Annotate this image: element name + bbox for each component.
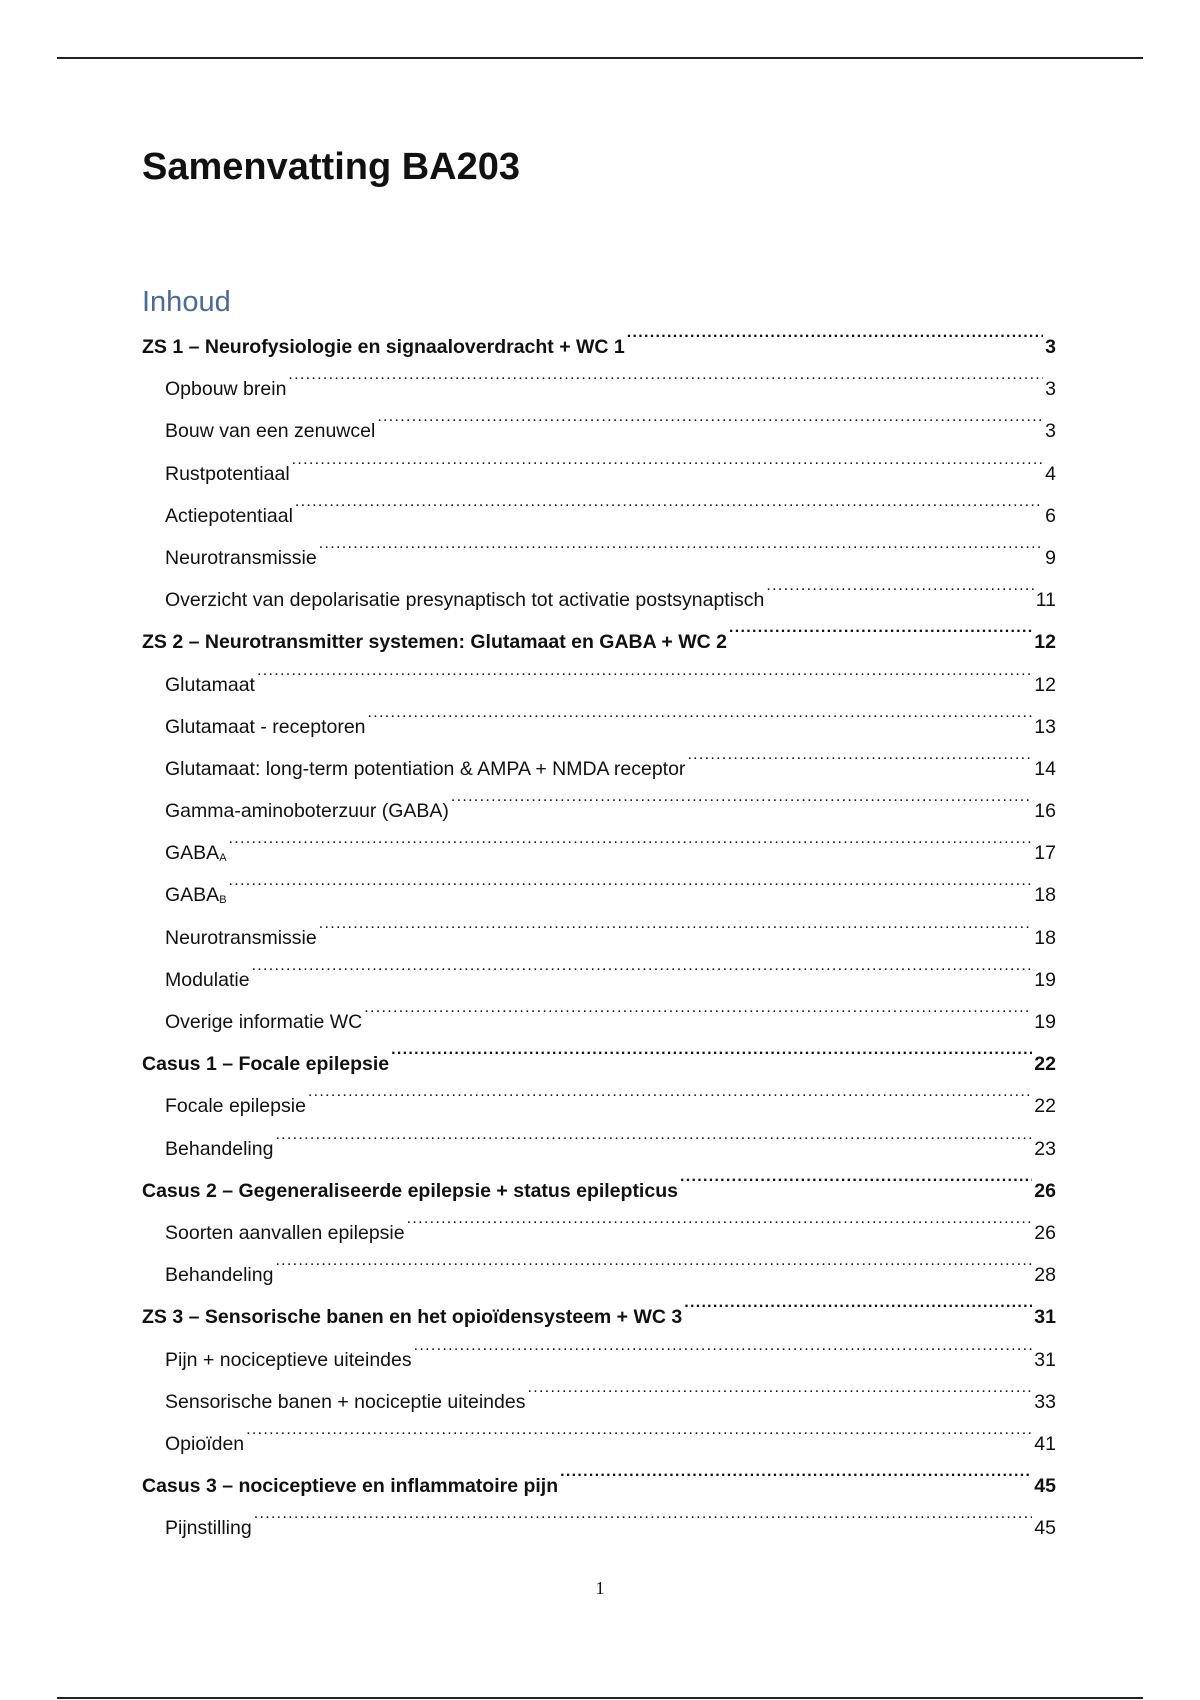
toc-entry-page: 16 [1034,800,1056,823]
toc-entry-page: 45 [1034,1475,1056,1498]
toc-entry-section[interactable] [142,495,1056,537]
toc-entry-page: 12 [1034,673,1056,696]
toc-entry-section[interactable] [142,410,1056,452]
toc-dot-leader [407,1219,1033,1239]
toc-entry-label [165,1085,306,1127]
toc-entry-label-text: Neurotransmissie [165,926,317,949]
toc-entry-label [142,326,625,368]
toc-entry-label [142,1465,558,1507]
toc-entry-page: 33 [1034,1390,1056,1413]
toc-entry-page: 18 [1034,884,1056,907]
toc-dot-leader [275,1261,1032,1281]
toc-entry-label [165,579,764,621]
toc-entry-section[interactable] [142,453,1056,495]
toc-entry-label [165,959,250,1001]
toc-entry-label [165,495,293,537]
toc-dot-leader [684,1303,1032,1323]
toc-entry-chapter[interactable] [142,1296,1056,1338]
table-of-contents [142,326,1056,1549]
toc-entry-page: 18 [1034,926,1056,949]
toc-entry-label-text: ZS 3 – Sensorische banen en het opioïdensysteem + WC 3 [142,1306,683,1329]
toc-dot-leader [319,924,1033,944]
toc-entry-section[interactable] [142,790,1056,832]
toc-entry-page: 3 [1045,420,1056,443]
toc-entry-section[interactable] [142,1339,1056,1381]
toc-entry-page: 41 [1034,1432,1056,1455]
toc-dot-leader [295,502,1043,522]
toc-entry-section[interactable] [142,917,1056,959]
toc-entry-page: 14 [1034,757,1056,780]
toc-dot-leader [275,1135,1032,1155]
toc-entry-label [142,1043,389,1085]
toc-dot-leader [252,966,1033,986]
toc-entry-page: 22 [1034,1095,1056,1118]
toc-entry-label [165,368,286,410]
toc-dot-leader [319,544,1043,564]
toc-entry-label [165,832,227,874]
toc-entry-label-text: Behandeling [165,1137,274,1160]
page-number: 1 [595,1578,605,1598]
toc-entry-label-text: Gamma-aminoboterzuur (GABA) [165,800,449,823]
toc-entry-label [165,706,366,748]
toc-dot-leader [414,1346,1033,1366]
toc-entry-section[interactable] [142,1212,1056,1254]
toc-entry-page: 31 [1034,1348,1056,1371]
toc-entry-label [142,621,727,663]
toc-entry-subscript: A [219,852,227,865]
toc-entry-chapter[interactable] [142,1043,1056,1085]
toc-dot-leader [627,333,1043,353]
toc-dot-leader [527,1388,1032,1408]
toc-entry-label [165,917,317,959]
toc-entry-chapter[interactable] [142,1170,1056,1212]
toc-dot-leader [391,1050,1032,1070]
toc-entry-section[interactable] [142,1423,1056,1465]
toc-entry-label-text: ZS 2 – Neurotransmitter systemen: Glutamaat en GABA + WC 2 [142,631,727,654]
toc-entry-label [165,453,290,495]
toc-entry-label [165,748,685,790]
toc-entry-label-text: Casus 3 – nociceptieve en inflammatoire pijn [142,1475,559,1498]
toc-entry-label-text: Rustpotentiaal [165,462,290,485]
toc-entry-page: 13 [1034,715,1056,738]
toc-entry-label-text: Modulatie [165,968,250,991]
toc-entry-section[interactable] [142,959,1056,1001]
toc-entry-page: 3 [1045,378,1056,401]
toc-dot-leader [246,1430,1032,1450]
toc-entry-label [142,1170,678,1212]
toc-entry-page: 23 [1034,1137,1056,1160]
toc-dot-leader [229,881,1033,901]
toc-entry-page: 6 [1045,504,1056,527]
toc-entry-label-text: ZS 1 – Neurofysiologie en signaaloverdracht + WC 1 [142,336,625,358]
toc-entry-page: 45 [1034,1517,1056,1540]
toc-dot-leader [680,1177,1032,1197]
toc-entry-label-text: Overzicht van depolarisatie presynaptisch tot activatie postsynaptisch [165,589,765,612]
toc-entry-label-text: Actiepotentiaal [165,504,293,527]
toc-entry-section[interactable] [142,1085,1056,1127]
toc-entry-label-text: GABA [165,884,220,907]
toc-entry-label-text: Sensorische banen + nociceptie uiteindes [165,1390,526,1413]
toc-entry-label-text: Casus 2 – Gegeneraliseerde epilepsie + status epilepticus [142,1179,678,1202]
toc-entry-label-text: Glutamaat: long-term potentiation & AMPA + NMDA receptor [165,757,686,780]
toc-entry-section[interactable] [142,706,1056,748]
toc-entry-page: 19 [1034,1011,1056,1033]
toc-entry-label [165,1423,244,1465]
toc-heading: Inhoud [142,286,231,318]
toc-entry-label-text: Overige informatie WC [165,1011,363,1033]
toc-entry-page: 4 [1045,462,1056,485]
toc-entry-chapter[interactable] [142,326,1056,368]
toc-entry-page: 17 [1034,842,1056,865]
toc-dot-leader [766,586,1033,606]
toc-dot-leader [368,713,1033,733]
toc-entry-label [165,790,449,832]
toc-entry-section[interactable] [142,368,1056,410]
toc-entry-page: 9 [1045,546,1056,569]
toc-dot-leader [687,755,1032,775]
toc-entry-label [165,664,255,706]
toc-entry-chapter[interactable] [142,1465,1056,1507]
toc-entry-label-text: Glutamaat [165,673,255,696]
toc-entry-page: 26 [1034,1179,1056,1202]
toc-entry-label-text: Neurotransmissie [165,546,317,569]
toc-entry-section[interactable] [142,748,1056,790]
toc-entry-label [165,537,317,579]
toc-entry-label [165,1507,252,1549]
toc-entry-label-text: Soorten aanvallen epilepsie [165,1221,405,1244]
toc-dot-leader [364,1008,1032,1028]
toc-entry-label [165,1339,412,1381]
toc-entry-section[interactable] [142,664,1056,706]
toc-entry-label [142,1296,682,1338]
toc-dot-leader [288,375,1043,395]
toc-entry-label-text: Focale epilepsie [165,1095,306,1118]
toc-entry-label [165,1128,273,1170]
toc-dot-leader [560,1472,1032,1492]
toc-entry-label-text: Casus 1 – Focale epilepsie [142,1053,390,1076]
toc-entry-section[interactable] [142,1381,1056,1423]
toc-dot-leader [292,460,1043,480]
toc-entry-section[interactable] [142,579,1056,621]
toc-dot-leader [254,1514,1033,1534]
toc-entry-page: 12 [1034,631,1056,654]
toc-entry-section[interactable] [142,537,1056,579]
toc-entry-label-text: Bouw van een zenuwcel [165,420,376,443]
toc-dot-leader [729,628,1032,648]
toc-entry-label [165,1381,525,1423]
toc-entry-chapter[interactable] [142,621,1056,663]
toc-entry-page: 22 [1034,1053,1056,1076]
toc-entry-page: 28 [1034,1264,1056,1287]
toc-entry-section[interactable] [142,1128,1056,1170]
toc-entry-label [165,1212,405,1254]
toc-entry-page: 3 [1045,336,1056,358]
toc-entry-section[interactable] [142,874,1056,916]
toc-entry-label-text: Pijn + nociceptieve uiteindes [165,1348,412,1371]
toc-entry-label [165,1001,362,1043]
header-rule [57,57,1143,59]
toc-dot-leader [308,1092,1032,1112]
toc-entry-label-text: Pijnstilling [165,1517,252,1540]
toc-entry-label-text: Opioïden [165,1432,245,1455]
toc-entry-section[interactable] [142,1507,1056,1549]
toc-entry-page: 31 [1034,1306,1056,1329]
toc-entry-label [165,874,227,916]
toc-entry-page: 11 [1035,589,1056,612]
toc-entry-label [165,410,375,452]
toc-dot-leader [451,797,1032,817]
document-title: Samenvatting BA203 [142,146,521,188]
toc-entry-label-text: GABA [165,842,220,865]
toc-entry-section[interactable] [142,1254,1056,1296]
toc-entry-section[interactable] [142,832,1056,874]
toc-entry-section[interactable] [142,1001,1056,1043]
toc-entry-label [165,1254,273,1296]
footer-rule [57,1697,1143,1699]
toc-entry-subscript: B [219,894,227,907]
toc-dot-leader [377,417,1043,437]
toc-entry-page: 19 [1034,968,1056,991]
toc-entry-label-text: Behandeling [165,1264,274,1287]
toc-dot-leader [257,671,1032,691]
toc-entry-page: 26 [1034,1221,1056,1244]
toc-entry-label-text: Opbouw brein [165,378,287,401]
toc-entry-label-text: Glutamaat - receptoren [165,715,366,738]
toc-dot-leader [229,839,1033,859]
